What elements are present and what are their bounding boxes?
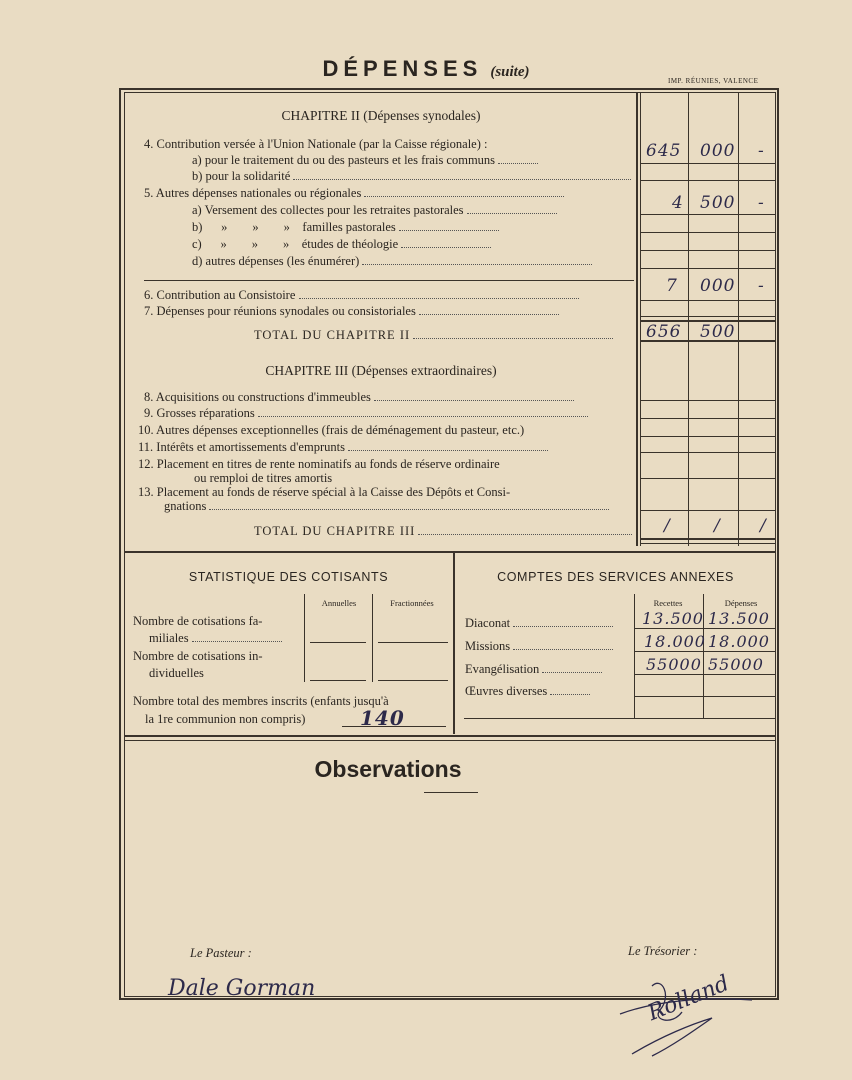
stat-entry-line — [378, 642, 448, 643]
col-recettes: Recettes — [653, 598, 683, 608]
row-12: 12. Placement en titres de rente nominatifs au fonds de réserve ordinaire — [138, 457, 500, 471]
col-fractionnees: Fractionnées — [390, 598, 434, 608]
printer-mark: IMP. RÉUNIES, VALENCE — [668, 77, 759, 85]
chapitre-3-title: CHAPITRE III (Dépenses extraordinaires) — [265, 363, 497, 378]
stat-total-label: Nombre total des membres inscrits (enfants jusqu'à — [133, 694, 389, 708]
amount-rule — [640, 543, 776, 544]
amount-rule — [640, 250, 776, 251]
row-4a-label: a) pour le traitement du ou des pasteurs et les frais communs — [192, 153, 496, 167]
stat-familiales-label: Nombre de cotisations fa- — [133, 614, 263, 628]
stat-entry-line — [378, 680, 448, 681]
row-11 — [138, 440, 634, 455]
comptes-title: COMPTES DES SERVICES ANNEXES — [497, 570, 734, 584]
oeuvres-label: Œuvres diverses — [465, 684, 548, 698]
evangelisation-label: Evangélisation — [465, 662, 540, 676]
row-7 — [144, 304, 632, 319]
total-chapitre-3 — [254, 524, 632, 539]
row-8-label: 8. Acquisitions ou constructions d'immeubles — [144, 390, 371, 404]
stat-individuelles-label-2: dividuelles — [149, 666, 204, 680]
amount-rule — [640, 316, 776, 317]
stat-familiales-label-2 — [149, 631, 301, 646]
row-13b — [164, 499, 634, 514]
amount-rule — [640, 510, 776, 511]
stat-familiales-text: miliales — [149, 631, 189, 645]
row-4b-label: b) pour la solidarité — [192, 169, 291, 183]
observations-title: Observations — [314, 756, 462, 782]
total-3-mark-1: / — [664, 516, 671, 536]
amount-5a-francs: 4 — [672, 193, 684, 213]
chapitre-2-title: CHAPITRE II (Dépenses synodales) — [281, 108, 481, 123]
amount-5a-cents: 500 — [700, 193, 736, 213]
stat-individuelles-label: Nombre de cotisations in- — [133, 649, 263, 663]
stat-entry-line — [310, 642, 366, 643]
tresorier-signature-flourish — [612, 966, 762, 1062]
stat-col-line — [304, 594, 305, 682]
amount-rule — [640, 400, 776, 401]
amount-rule — [640, 452, 776, 453]
amount-rule — [640, 436, 776, 437]
comptes-rule — [634, 628, 776, 629]
amount-6-francs: 7 — [666, 276, 678, 296]
comptes-oeuvres — [465, 684, 631, 699]
row-5d — [192, 254, 632, 269]
row-4a — [192, 153, 632, 168]
stat-entry-line — [310, 680, 366, 681]
amount-4a-dash: - — [758, 141, 765, 161]
comptes-rule — [634, 651, 776, 652]
total-2-cents: 500 — [700, 322, 736, 342]
section-divider — [124, 735, 776, 737]
col-depenses: Dépenses — [724, 598, 758, 608]
comptes-rule — [464, 718, 776, 719]
missions-depenses: 18.000 — [708, 632, 770, 651]
amount-rule — [640, 163, 776, 164]
total-chapitre-2 — [254, 328, 632, 343]
col-divider-1 — [636, 92, 638, 546]
row-5d-label: d) autres dépenses (les énumérer) — [192, 254, 360, 268]
col-annuelles: Annuelles — [321, 598, 357, 608]
diaconat-recettes: 13.500 — [642, 609, 704, 628]
comptes-missions — [465, 639, 631, 654]
row-8 — [144, 390, 632, 405]
total-3-mark-3: / — [760, 516, 767, 536]
amount-6-cents: 000 — [700, 276, 736, 296]
amount-rule — [640, 478, 776, 479]
title-suite: (suite) — [490, 64, 530, 80]
amount-rule — [640, 214, 776, 215]
evangelisation-recettes: 55000 — [646, 655, 702, 674]
row-7-label: 7. Dépenses pour réunions synodales ou consistoriales — [144, 304, 416, 318]
amount-5a-dash: - — [758, 193, 765, 213]
row-6 — [144, 288, 632, 303]
row-4b — [192, 169, 632, 184]
separator — [144, 280, 634, 281]
comptes-col-line — [634, 594, 635, 718]
row-5a-label: a) Versement des collectes pour les retraites pastorales — [192, 203, 464, 217]
section-divider — [124, 551, 776, 553]
row-13b-label: gnations — [164, 499, 207, 513]
total-2-label: TOTAL DU CHAPITRE II — [254, 328, 411, 342]
amount-rule-double — [640, 538, 776, 540]
amount-4a-cents: 000 — [700, 141, 736, 161]
stat-total-value: 140 — [360, 706, 405, 730]
amount-rule — [640, 300, 776, 301]
missions-label: Missions — [465, 639, 511, 653]
tresorier-label: Le Trésorier : — [628, 944, 698, 958]
amount-rule — [640, 268, 776, 269]
section-divider-thin — [124, 740, 776, 741]
row-5b — [192, 220, 632, 235]
diaconat-depenses: 13.500 — [708, 609, 770, 628]
statistique-title: STATISTIQUE DES COTISANTS — [188, 570, 389, 584]
row-5b-label: b) » » » familles pastorales — [192, 220, 396, 234]
pasteur-signature: Dale Gorman — [168, 976, 316, 1001]
row-9 — [144, 406, 632, 421]
row-5a — [192, 203, 632, 218]
stat-total-label-2: la 1re communion non compris) — [145, 712, 306, 726]
pasteur-label: Le Pasteur : — [190, 946, 252, 960]
row-5c — [192, 237, 632, 252]
row-4: 4. Contribution versée à l'Union Nationale (par la Caisse régionale) : — [144, 137, 488, 151]
total-2-francs: 656 — [646, 322, 682, 342]
amount-rule — [640, 180, 776, 181]
row-6-label: 6. Contribution au Consistoire — [144, 288, 296, 302]
row-5 — [144, 186, 632, 201]
row-13: 13. Placement au fonds de réserve spécial à la Caisse des Dépôts et Consi- — [138, 485, 511, 499]
evangelisation-depenses: 55000 — [708, 655, 764, 674]
comptes-rule — [634, 674, 776, 675]
comptes-rule — [634, 696, 776, 697]
tresorier-signature: Rolland — [644, 970, 733, 1027]
title-text: DÉPENSES — [322, 56, 483, 81]
observations-underline — [424, 792, 478, 793]
row-9-label: 9. Grosses réparations — [144, 406, 255, 420]
row-5-label: 5. Autres dépenses nationales ou régionales — [144, 186, 362, 200]
comptes-evangelisation — [465, 662, 631, 677]
row-5c-label: c) » » » études de théologie — [192, 237, 399, 251]
total-3-mark-2: / — [714, 516, 721, 536]
amount-6-dash: - — [758, 276, 765, 296]
row-10: 10. Autres dépenses exceptionnelles (frais de déménagement du pasteur, etc.) — [138, 423, 525, 437]
row-12b: ou remploi de titres amortis — [194, 471, 333, 485]
total-3-label: TOTAL DU CHAPITRE III — [254, 524, 416, 538]
diaconat-label: Diaconat — [465, 616, 511, 630]
amount-rule — [640, 418, 776, 419]
missions-recettes: 18.000 — [644, 632, 706, 651]
comptes-diaconat — [465, 616, 631, 631]
stat-col-line — [372, 594, 373, 682]
amount-4a-francs: 645 — [646, 141, 682, 161]
amount-rule — [640, 232, 776, 233]
row-11-label: 11. Intérêts et amortissements d'emprunts — [138, 440, 345, 454]
